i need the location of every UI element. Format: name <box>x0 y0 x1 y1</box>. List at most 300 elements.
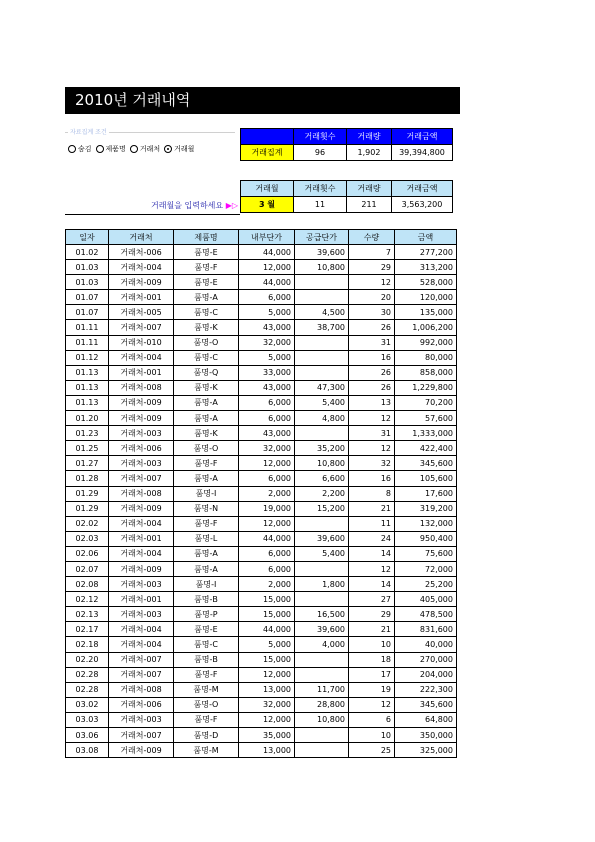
monthly-header-row <box>241 181 453 197</box>
table-row <box>66 305 457 320</box>
cell-customer: 거래처-004 <box>109 516 174 531</box>
cell-date: 02.28 <box>66 667 109 682</box>
cell-product: 품명-F <box>174 260 239 275</box>
cell-date: 01.11 <box>66 320 109 335</box>
cell-internal-price: 43,000 <box>239 380 295 395</box>
cell-supply-price <box>295 743 349 758</box>
cell-product: 품명-O <box>174 697 239 712</box>
table-row <box>66 667 457 682</box>
cell-product: 품명-A <box>174 546 239 561</box>
cell-amount: 17,600 <box>395 486 457 501</box>
table-row <box>66 577 457 592</box>
cell-internal-price: 43,000 <box>239 426 295 441</box>
monthly-count: 11 <box>294 197 347 213</box>
cell-supply-price: 47,300 <box>295 380 349 395</box>
cell-supply-price <box>295 335 349 350</box>
cell-internal-price: 15,000 <box>239 592 295 607</box>
cell-supply-price: 4,800 <box>295 411 349 426</box>
summary-amount: 39,394,800 <box>392 145 453 161</box>
cell-supply-price: 10,800 <box>295 712 349 727</box>
cell-product: 품명-Q <box>174 365 239 380</box>
cell-date: 02.06 <box>66 546 109 561</box>
table-row <box>66 320 457 335</box>
filter-radio-row <box>68 144 194 154</box>
cell-internal-price: 5,000 <box>239 350 295 365</box>
cell-customer: 거래처-007 <box>109 320 174 335</box>
cell-date: 01.03 <box>66 275 109 290</box>
table-row <box>66 380 457 395</box>
cell-internal-price: 33,000 <box>239 365 295 380</box>
cell-supply-price: 5,400 <box>295 546 349 561</box>
table-row <box>66 607 457 622</box>
summary-count: 96 <box>294 145 347 161</box>
cell-amount: 1,333,000 <box>395 426 457 441</box>
cell-date: 02.02 <box>66 516 109 531</box>
table-row <box>66 471 457 486</box>
cell-supply-price <box>295 290 349 305</box>
table-row <box>66 652 457 667</box>
table-row <box>66 441 457 456</box>
radio-product-circle-icon[interactable] <box>96 145 104 153</box>
cell-date: 03.06 <box>66 728 109 743</box>
cell-internal-price: 13,000 <box>239 743 295 758</box>
cell-date: 01.20 <box>66 411 109 426</box>
cell-customer: 거래처-007 <box>109 667 174 682</box>
cell-quantity: 8 <box>349 486 395 501</box>
cell-product: 품명-F <box>174 667 239 682</box>
cell-product: 품명-A <box>174 290 239 305</box>
cell-amount: 270,000 <box>395 652 457 667</box>
cell-quantity: 10 <box>349 637 395 652</box>
cell-amount: 75,600 <box>395 546 457 561</box>
monthly-table <box>240 180 453 213</box>
cell-product: 품명-B <box>174 652 239 667</box>
cell-customer: 거래처-007 <box>109 652 174 667</box>
cell-date: 02.17 <box>66 622 109 637</box>
cell-internal-price: 15,000 <box>239 652 295 667</box>
cell-product: 품명-N <box>174 501 239 516</box>
cell-amount: 345,600 <box>395 456 457 471</box>
radio-customer[interactable] <box>130 144 160 154</box>
cell-date: 01.03 <box>66 260 109 275</box>
cell-amount: 350,000 <box>395 728 457 743</box>
radio-product-label: 제품명 <box>105 145 126 153</box>
monthly-header: 거래횟수 <box>294 181 347 197</box>
cell-supply-price <box>295 592 349 607</box>
cell-supply-price <box>295 426 349 441</box>
cell-quantity: 29 <box>349 260 395 275</box>
cell-date: 02.08 <box>66 577 109 592</box>
cell-amount: 105,600 <box>395 471 457 486</box>
cell-quantity: 21 <box>349 501 395 516</box>
cell-supply-price: 6,600 <box>295 471 349 486</box>
cell-supply-price: 2,200 <box>295 486 349 501</box>
cell-date: 03.03 <box>66 712 109 727</box>
table-row <box>66 365 457 380</box>
cell-product: 품명-A <box>174 395 239 410</box>
radio-customer-circle-icon[interactable] <box>130 145 138 153</box>
cell-amount: 135,000 <box>395 305 457 320</box>
cell-quantity: 7 <box>349 245 395 260</box>
cell-supply-price: 39,600 <box>295 245 349 260</box>
cell-supply-price <box>295 728 349 743</box>
cell-supply-price: 35,200 <box>295 441 349 456</box>
cell-date: 01.23 <box>66 426 109 441</box>
arrow-right-icon: ▶▷ <box>225 201 238 210</box>
cell-customer: 거래처-004 <box>109 260 174 275</box>
cell-amount: 528,000 <box>395 275 457 290</box>
cell-product: 품명-K <box>174 320 239 335</box>
cell-customer: 거래처-006 <box>109 245 174 260</box>
cell-quantity: 12 <box>349 411 395 426</box>
month-input[interactable]: 3 월 <box>241 197 294 213</box>
cell-internal-price: 32,000 <box>239 697 295 712</box>
cell-internal-price: 6,000 <box>239 290 295 305</box>
radio-month-label: 거래월 <box>174 145 195 153</box>
cell-supply-price: 10,800 <box>295 260 349 275</box>
cell-supply-price: 15,200 <box>295 501 349 516</box>
cell-amount: 277,200 <box>395 245 457 260</box>
cell-date: 01.07 <box>66 305 109 320</box>
cell-product: 품명-K <box>174 426 239 441</box>
cell-customer: 거래처-009 <box>109 275 174 290</box>
cell-internal-price: 12,000 <box>239 667 295 682</box>
column-header-amount: 금액 <box>395 230 457 245</box>
cell-quantity: 10 <box>349 728 395 743</box>
radio-customer-label: 거래처 <box>139 145 161 153</box>
cell-supply-price: 5,400 <box>295 395 349 410</box>
cell-date: 02.13 <box>66 607 109 622</box>
cell-quantity: 16 <box>349 471 395 486</box>
cell-date: 01.02 <box>66 245 109 260</box>
table-row <box>66 743 457 758</box>
cell-amount: 345,600 <box>395 697 457 712</box>
cell-date: 03.02 <box>66 697 109 712</box>
table-row <box>66 395 457 410</box>
cell-date: 02.18 <box>66 637 109 652</box>
cell-quantity: 12 <box>349 441 395 456</box>
cell-amount: 64,800 <box>395 712 457 727</box>
radio-month[interactable] <box>164 144 194 154</box>
cell-internal-price: 32,000 <box>239 441 295 456</box>
table-row <box>66 637 457 652</box>
monthly-header: 거래금액 <box>392 181 453 197</box>
cell-customer: 거래처-009 <box>109 411 174 426</box>
cell-customer: 거래처-009 <box>109 743 174 758</box>
cell-customer: 거래처-004 <box>109 637 174 652</box>
cell-product: 품명-D <box>174 728 239 743</box>
cell-quantity: 26 <box>349 320 395 335</box>
cell-customer: 거래처-003 <box>109 456 174 471</box>
cell-quantity: 29 <box>349 607 395 622</box>
cell-supply-price: 1,800 <box>295 577 349 592</box>
summary-row <box>241 145 453 161</box>
cell-date: 01.12 <box>66 350 109 365</box>
cell-product: 품명-K <box>174 380 239 395</box>
summary-header-row <box>241 129 453 145</box>
column-header-internal-price: 내부단가 <box>239 230 295 245</box>
cell-quantity: 32 <box>349 456 395 471</box>
cell-supply-price: 16,500 <box>295 607 349 622</box>
cell-quantity: 24 <box>349 531 395 546</box>
summary-corner <box>241 129 294 145</box>
filter-group <box>65 129 235 159</box>
cell-amount: 422,400 <box>395 441 457 456</box>
cell-customer: 거래처-004 <box>109 350 174 365</box>
cell-internal-price: 44,000 <box>239 275 295 290</box>
cell-amount: 70,200 <box>395 395 457 410</box>
column-header-supply-price: 공급단가 <box>295 230 349 245</box>
cell-supply-price: 4,000 <box>295 637 349 652</box>
cell-internal-price: 12,000 <box>239 516 295 531</box>
cell-quantity: 18 <box>349 652 395 667</box>
cell-date: 03.08 <box>66 743 109 758</box>
cell-quantity: 31 <box>349 426 395 441</box>
table-row <box>66 426 457 441</box>
cell-internal-price: 44,000 <box>239 622 295 637</box>
radio-product[interactable] <box>96 144 126 154</box>
cell-customer: 거래처-008 <box>109 682 174 697</box>
cell-date: 01.11 <box>66 335 109 350</box>
cell-product: 품명-O <box>174 441 239 456</box>
cell-date: 02.20 <box>66 652 109 667</box>
summary-row-label: 거래집계 <box>241 145 294 161</box>
cell-internal-price: 6,000 <box>239 395 295 410</box>
cell-quantity: 12 <box>349 275 395 290</box>
cell-date: 02.07 <box>66 561 109 576</box>
cell-product: 품명-L <box>174 531 239 546</box>
cell-customer: 거래처-007 <box>109 728 174 743</box>
monthly-row <box>241 197 453 213</box>
cell-customer: 거래처-001 <box>109 531 174 546</box>
cell-quantity: 12 <box>349 697 395 712</box>
cell-date: 01.13 <box>66 380 109 395</box>
cell-internal-price: 44,000 <box>239 531 295 546</box>
cell-quantity: 27 <box>349 592 395 607</box>
cell-date: 01.13 <box>66 395 109 410</box>
column-header-customer: 거래처 <box>109 230 174 245</box>
cell-product: 품명-E <box>174 275 239 290</box>
summary-header: 거래횟수 <box>294 129 347 145</box>
cell-date: 01.28 <box>66 471 109 486</box>
cell-customer: 거래처-006 <box>109 441 174 456</box>
cell-product: 품명-I <box>174 486 239 501</box>
cell-quantity: 11 <box>349 516 395 531</box>
table-row <box>66 260 457 275</box>
cell-supply-price <box>295 561 349 576</box>
cell-product: 품명-C <box>174 637 239 652</box>
cell-internal-price: 35,000 <box>239 728 295 743</box>
cell-internal-price: 12,000 <box>239 712 295 727</box>
cell-supply-price: 4,500 <box>295 305 349 320</box>
cell-date: 01.13 <box>66 365 109 380</box>
month-prompt-text: 거래월을 입력하세요 <box>151 201 224 210</box>
cell-product: 품명-A <box>174 471 239 486</box>
cell-internal-price: 6,000 <box>239 411 295 426</box>
cell-amount: 40,000 <box>395 637 457 652</box>
cell-supply-price: 28,800 <box>295 697 349 712</box>
cell-quantity: 19 <box>349 682 395 697</box>
cell-product: 품명-F <box>174 516 239 531</box>
table-row <box>66 275 457 290</box>
cell-quantity: 25 <box>349 743 395 758</box>
cell-amount: 405,000 <box>395 592 457 607</box>
cell-quantity: 26 <box>349 380 395 395</box>
table-row <box>66 622 457 637</box>
cell-customer: 거래처-001 <box>109 290 174 305</box>
cell-customer: 거래처-003 <box>109 426 174 441</box>
cell-amount: 25,200 <box>395 577 457 592</box>
cell-quantity: 31 <box>349 335 395 350</box>
cell-quantity: 12 <box>349 561 395 576</box>
cell-amount: 1,229,800 <box>395 380 457 395</box>
cell-date: 01.29 <box>66 486 109 501</box>
table-row <box>66 561 457 576</box>
cell-amount: 57,600 <box>395 411 457 426</box>
summary-table <box>240 128 453 161</box>
column-header-date: 일자 <box>66 230 109 245</box>
cell-product: 품명-M <box>174 743 239 758</box>
cell-amount: 80,000 <box>395 350 457 365</box>
radio-hide-circle-icon[interactable] <box>68 145 76 153</box>
cell-supply-price <box>295 275 349 290</box>
summary-header: 거래량 <box>347 129 392 145</box>
summary-header: 거래금액 <box>392 129 453 145</box>
cell-date: 02.28 <box>66 682 109 697</box>
monthly-header: 거래량 <box>347 181 392 197</box>
cell-product: 품명-C <box>174 350 239 365</box>
cell-internal-price: 19,000 <box>239 501 295 516</box>
cell-product: 품명-A <box>174 411 239 426</box>
column-header-product: 제품명 <box>174 230 239 245</box>
cell-internal-price: 6,000 <box>239 561 295 576</box>
table-row <box>66 516 457 531</box>
cell-customer: 거래처-009 <box>109 501 174 516</box>
cell-quantity: 17 <box>349 667 395 682</box>
cell-customer: 거래처-008 <box>109 486 174 501</box>
cell-customer: 거래처-006 <box>109 697 174 712</box>
cell-supply-price: 39,600 <box>295 622 349 637</box>
cell-supply-price <box>295 365 349 380</box>
cell-internal-price: 5,000 <box>239 305 295 320</box>
cell-quantity: 20 <box>349 290 395 305</box>
table-row <box>66 411 457 426</box>
cell-customer: 거래처-004 <box>109 622 174 637</box>
cell-supply-price: 39,600 <box>295 531 349 546</box>
cell-customer: 거래처-003 <box>109 712 174 727</box>
cell-quantity: 13 <box>349 395 395 410</box>
cell-supply-price <box>295 667 349 682</box>
cell-amount: 1,006,200 <box>395 320 457 335</box>
cell-customer: 거래처-001 <box>109 592 174 607</box>
cell-amount: 992,000 <box>395 335 457 350</box>
table-row <box>66 697 457 712</box>
cell-internal-price: 2,000 <box>239 486 295 501</box>
table-row <box>66 531 457 546</box>
cell-amount: 120,000 <box>395 290 457 305</box>
table-row <box>66 456 457 471</box>
cell-date: 01.29 <box>66 501 109 516</box>
cell-amount: 950,400 <box>395 531 457 546</box>
cell-customer: 거래처-010 <box>109 335 174 350</box>
cell-customer: 거래처-001 <box>109 365 174 380</box>
cell-customer: 거래처-004 <box>109 546 174 561</box>
table-row <box>66 712 457 727</box>
cell-customer: 거래처-007 <box>109 471 174 486</box>
monthly-amount: 3,563,200 <box>392 197 453 213</box>
table-row <box>66 486 457 501</box>
radio-hide[interactable] <box>68 144 92 154</box>
cell-amount: 72,000 <box>395 561 457 576</box>
cell-internal-price: 43,000 <box>239 320 295 335</box>
cell-date: 02.12 <box>66 592 109 607</box>
cell-customer: 거래처-008 <box>109 380 174 395</box>
cell-date: 01.25 <box>66 441 109 456</box>
cell-customer: 거래처-009 <box>109 395 174 410</box>
cell-product: 품명-O <box>174 335 239 350</box>
cell-supply-price: 38,700 <box>295 320 349 335</box>
cell-quantity: 16 <box>349 350 395 365</box>
monthly-quantity: 211 <box>347 197 392 213</box>
table-row <box>66 350 457 365</box>
cell-internal-price: 12,000 <box>239 456 295 471</box>
radio-month-circle-icon[interactable] <box>164 145 172 153</box>
cell-internal-price: 2,000 <box>239 577 295 592</box>
cell-supply-price: 10,800 <box>295 456 349 471</box>
summary-quantity: 1,902 <box>347 145 392 161</box>
cell-internal-price: 13,000 <box>239 682 295 697</box>
cell-quantity: 26 <box>349 365 395 380</box>
cell-quantity: 14 <box>349 546 395 561</box>
cell-amount: 319,200 <box>395 501 457 516</box>
cell-amount: 831,600 <box>395 622 457 637</box>
cell-amount: 204,000 <box>395 667 457 682</box>
filter-group-legend: 자료집계 조건 <box>70 129 107 136</box>
cell-amount: 313,200 <box>395 260 457 275</box>
cell-supply-price <box>295 516 349 531</box>
radio-hide-label: 숨김 <box>78 145 92 153</box>
cell-date: 01.07 <box>66 290 109 305</box>
column-header-quantity: 수량 <box>349 230 395 245</box>
cell-internal-price: 32,000 <box>239 335 295 350</box>
cell-product: 품명-F <box>174 712 239 727</box>
table-row <box>66 728 457 743</box>
cell-amount: 132,000 <box>395 516 457 531</box>
table-row <box>66 546 457 561</box>
cell-supply-price: 11,700 <box>295 682 349 697</box>
cell-amount: 325,000 <box>395 743 457 758</box>
cell-amount: 478,500 <box>395 607 457 622</box>
cell-quantity: 21 <box>349 622 395 637</box>
cell-product: 품명-E <box>174 622 239 637</box>
cell-customer: 거래처-005 <box>109 305 174 320</box>
transactions-body <box>66 245 457 758</box>
cell-date: 02.03 <box>66 531 109 546</box>
table-row <box>66 335 457 350</box>
cell-customer: 거래처-003 <box>109 607 174 622</box>
cell-product: 품명-C <box>174 305 239 320</box>
cell-amount: 222,300 <box>395 682 457 697</box>
transactions-header-row <box>66 230 457 245</box>
cell-internal-price: 15,000 <box>239 607 295 622</box>
cell-product: 품명-E <box>174 245 239 260</box>
month-prompt <box>65 196 240 215</box>
cell-customer: 거래처-009 <box>109 561 174 576</box>
cell-internal-price: 12,000 <box>239 260 295 275</box>
cell-product: 품명-P <box>174 607 239 622</box>
cell-supply-price <box>295 350 349 365</box>
monthly-header: 거래월 <box>241 181 294 197</box>
